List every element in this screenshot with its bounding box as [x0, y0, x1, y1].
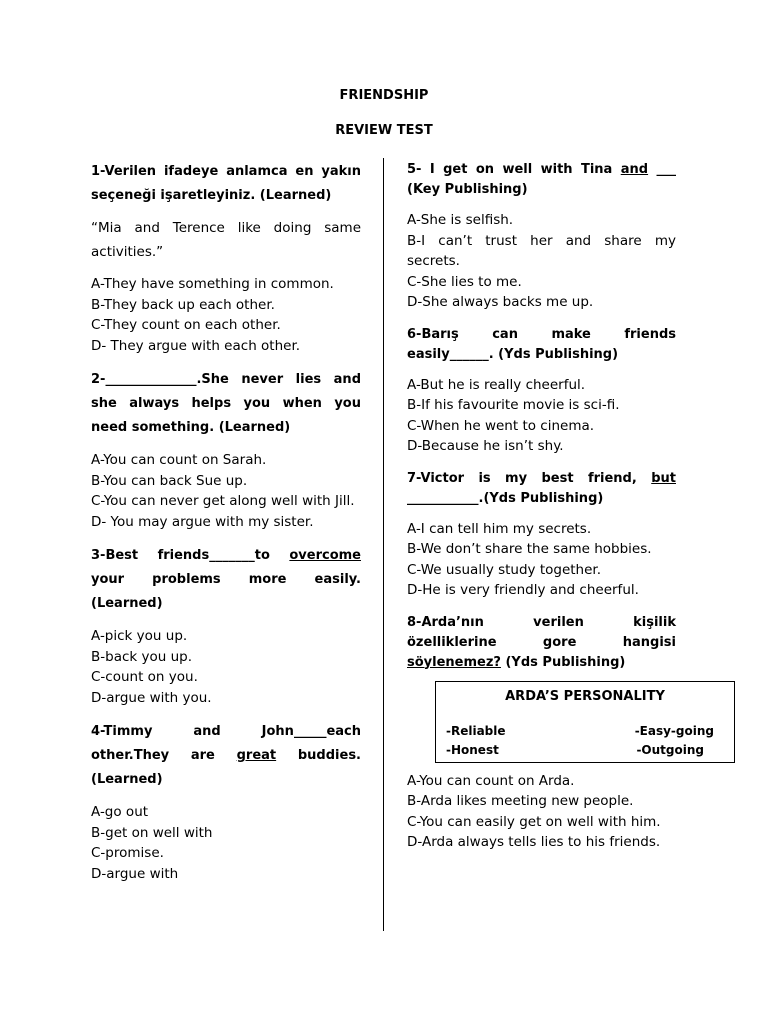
question-3-pre: 3-Best friends_______to [91, 548, 290, 563]
option: A-I can tell him my secrets. [407, 520, 592, 537]
trait: -Outgoing [636, 742, 704, 757]
option: C-We usually study together. [407, 561, 602, 578]
question-1-text: 1-Verilen ifadeye anlamca en yakın seçeneği işaretleyiniz. (Learned) [91, 164, 361, 203]
personality-box-title: ARDA’S PERSONALITY [505, 688, 665, 704]
right-column [407, 160, 714, 865]
question-4-options [91, 802, 361, 884]
question-5-underlined: and [620, 162, 649, 177]
question-5-post: ___ (Key Publishing) [407, 162, 676, 197]
question-1-options [91, 274, 361, 356]
option: D-He is very friendly and cheerful. [407, 582, 639, 598]
option: D-Arda always tells lies to his friends. [407, 834, 661, 850]
question-7-underlined: but [651, 470, 676, 486]
page-subtitle: REVIEW TEST [335, 123, 433, 138]
option: C-They count on each other. [91, 317, 281, 333]
question-2 [91, 368, 361, 532]
question-5-options [407, 210, 676, 313]
question-3-options [91, 626, 361, 708]
question-4-text [91, 720, 361, 792]
trait: -Honest [446, 742, 499, 757]
page-title: FRIENDSHIP [339, 88, 429, 103]
option: C-promise. [91, 845, 164, 861]
option: B-You can back Sue up. [91, 472, 248, 489]
question-4 [91, 720, 361, 884]
option: A-They have something in common. [91, 276, 334, 292]
question-5-text [407, 160, 676, 200]
option: C-You can easily get on well with him. [407, 813, 661, 830]
option: B-Arda likes meeting new people. [407, 793, 634, 809]
question-7-options [407, 519, 676, 601]
question-3-underlined: overcome [289, 548, 361, 563]
option: D- You may argue with my sister. [91, 513, 314, 530]
question-4-post: buddies. (Learned) [91, 748, 361, 787]
question-3 [91, 544, 361, 708]
question-4-pre: 4-Timmy and John_____each other.They are [91, 724, 361, 763]
option: C-She lies to me. [407, 273, 522, 290]
column-divider [383, 158, 384, 931]
question-5 [407, 160, 676, 313]
trait: -Reliable [446, 723, 506, 738]
option: B-I can’t trust her and share my secrets. [407, 232, 676, 269]
question-8 [407, 613, 714, 853]
option: A-But he is really cheerful. [407, 376, 586, 393]
option: D-Because he isn’t shy. [407, 438, 564, 454]
option: D-She always backs me up. [407, 294, 594, 310]
left-column [91, 160, 361, 896]
question-1-quote: “Mia and Terence like doing same activities.” [91, 220, 361, 260]
question-1 [91, 160, 361, 356]
option: A-pick you up. [91, 628, 188, 644]
question-7 [407, 469, 676, 601]
question-8-pre: 8-Arda’nın verilen kişilik özelliklerine gore hangisi [407, 614, 676, 650]
option: C-You can never get along well with Jill. [91, 493, 355, 509]
option: B-We don’t share the same hobbies. [407, 541, 652, 557]
option: A-She is selfish. [407, 212, 514, 228]
question-8-post: (Yds Publishing) [500, 654, 626, 670]
question-7-post: ___________.(Yds Publishing) [407, 490, 604, 506]
question-2-options [91, 450, 361, 532]
option: A-go out [91, 804, 149, 820]
option: A-You can count on Sarah. [91, 452, 267, 468]
question-5-pre: 5- I get on well with Tina [407, 162, 621, 177]
option: A-You can count on Arda. [407, 772, 575, 789]
question-6-text: 6-Barış can make friends easily______. (Yds Publishing) [407, 326, 676, 362]
option: D- They argue with each other. [91, 337, 301, 354]
question-4-underlined: great [236, 748, 277, 763]
personality-box [435, 681, 735, 763]
question-8-text [407, 613, 676, 673]
option: B-They back up each other. [91, 296, 275, 313]
question-3-post: your problems more easily. (Learned) [91, 572, 361, 611]
option: B-get on well with [91, 824, 213, 841]
option: C-When he went to cinema. [407, 417, 595, 434]
question-7-pre: 7-Victor is my best friend, [407, 470, 652, 486]
question-6 [407, 325, 676, 457]
option: D-argue with you. [91, 689, 212, 706]
question-3-text [91, 544, 361, 616]
question-7-text [407, 469, 676, 509]
question-8-options [407, 771, 676, 853]
question-2-text: 2-______________.She never lies and she always helps you when you need something. (Learned) [91, 372, 361, 435]
question-8-underlined: söylenemez? [407, 654, 501, 670]
option: D-argue with [91, 865, 179, 882]
question-6-options [407, 375, 676, 457]
option: B-back you up. [91, 648, 193, 665]
trait: -Easy-going [634, 723, 714, 738]
option: B-If his favourite movie is sci-fi. [407, 397, 620, 413]
option: C-count on you. [91, 669, 198, 685]
